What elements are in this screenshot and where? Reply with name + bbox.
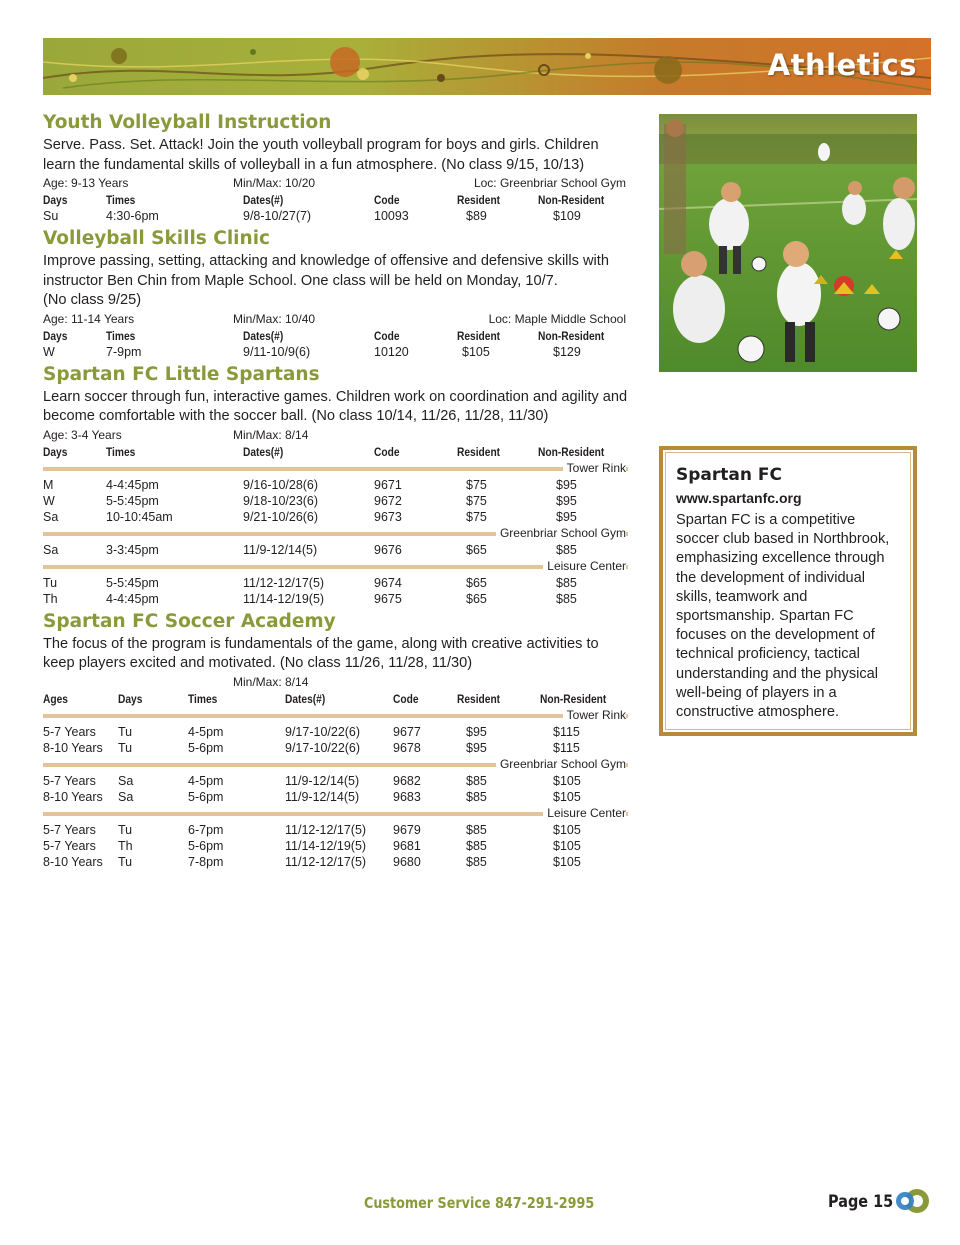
table-row — [43, 575, 628, 591]
cell-dates: 9/17-10/22(6) — [285, 740, 361, 755]
cell-time: 4-5pm — [188, 773, 224, 788]
program-listings — [43, 110, 628, 872]
cell-time: 5-5:45pm — [106, 493, 159, 508]
cell-nonresident: $85 — [556, 542, 577, 557]
cell-code: 9674 — [374, 575, 402, 590]
min-max: Min/Max: 8/14 — [233, 427, 309, 442]
table-row — [43, 822, 628, 838]
cell-resident: $105 — [462, 344, 490, 359]
sidebar-body: Spartan FC is a competitive soccer club based in Northbrook, emphasizing excellence through the development of individual skills, teamwork and sportsmanship. Spartan FC focuses on the development of technical proficiency, tactical understanding and the physical well-being of players in a constructive atmosphere. — [676, 512, 890, 721]
table-row — [43, 838, 628, 854]
customer-service-phone: Customer Service 847-291-2995 — [364, 1194, 595, 1212]
cell-age: 8-10 Years — [43, 789, 103, 804]
location-divider — [43, 460, 628, 477]
cell-nonresident: $105 — [553, 789, 581, 804]
col-days: Days — [43, 328, 68, 343]
cell-resident: $75 — [466, 477, 487, 492]
cell-time: 6-7pm — [188, 822, 224, 837]
cell-code: 9679 — [393, 822, 421, 837]
cell-time: 5-6pm — [188, 838, 224, 853]
cell-code: 10120 — [374, 344, 409, 359]
program-title: Spartan FC Soccer Academy — [43, 610, 336, 632]
program-description: Improve passing, setting, attacking and knowledge of offensive and defensive skills with instructor Ben Chin from Maple School. One class will be held on Monday, 10/7. — [43, 253, 609, 289]
table-header — [43, 328, 628, 344]
col-days: Days — [118, 691, 143, 706]
cell-day: Sa — [118, 773, 134, 788]
col-resident: Resident — [457, 328, 501, 343]
cell-day: M — [43, 477, 54, 492]
col-resident: Resident — [457, 691, 501, 706]
col-code: Code — [393, 691, 419, 706]
col-code: Code — [374, 328, 400, 343]
program-info — [43, 175, 628, 192]
table-row — [43, 344, 628, 360]
table-row — [43, 208, 628, 224]
cell-time: 4-5pm — [188, 724, 224, 739]
location: Loc: Greenbriar School Gym — [473, 176, 626, 190]
cell-resident: $95 — [466, 724, 487, 739]
cell-dates: 9/21-10/26(6) — [243, 509, 319, 524]
location-name: Tower Rink — [563, 707, 626, 724]
cell-resident: $65 — [466, 591, 487, 606]
soccer-kids-photo — [659, 114, 917, 372]
col-dates: Dates(#) — [243, 328, 284, 343]
col-dates: Dates(#) — [243, 193, 284, 207]
col-nonresident: Non-Resident — [540, 691, 607, 706]
program-title: Volleyball Skills Clinic — [43, 228, 270, 249]
page-number: Page 15 — [828, 1192, 894, 1212]
cell-resident: $85 — [466, 822, 487, 837]
cell-nonresident: $105 — [553, 822, 581, 837]
cell-code: 9678 — [393, 740, 421, 755]
cell-age: 5-7 Years — [43, 822, 96, 837]
col-code: Code — [374, 444, 400, 459]
cell-dates: 11/12-12/17(5) — [243, 575, 325, 590]
schedule-table — [43, 460, 628, 607]
col-times: Times — [106, 328, 136, 343]
cell-nonresident: $85 — [556, 575, 577, 590]
cell-day: Tu — [118, 724, 133, 739]
program-title: Spartan FC Little Spartans — [43, 363, 320, 385]
cell-dates: 9/8-10/27(7) — [243, 209, 312, 223]
divider-bar — [43, 812, 628, 816]
cell-resident: $75 — [466, 493, 487, 508]
col-resident: Resident — [457, 444, 501, 459]
page-logo-icon — [893, 1186, 933, 1216]
cell-time: 4-4:45pm — [106, 591, 159, 606]
cell-resident: $85 — [466, 854, 487, 869]
table-header — [43, 192, 628, 208]
cell-code: 9672 — [374, 493, 402, 508]
table-header — [43, 691, 628, 707]
location-name: Leisure Center — [543, 558, 626, 575]
cell-day: Tu — [118, 854, 133, 869]
age-range: Age: 9-13 Years — [43, 176, 129, 190]
table-header — [43, 444, 628, 460]
cell-resident: $85 — [466, 773, 487, 788]
col-nonresident: Non-Resident — [538, 193, 605, 207]
cell-dates: 11/9-12/14(5) — [285, 789, 360, 804]
min-max: Min/Max: 8/14 — [233, 674, 309, 689]
sidebar-website-link[interactable]: www.spartanfc.org — [676, 490, 802, 506]
cell-code: 9676 — [374, 542, 402, 557]
cell-nonresident: $129 — [553, 344, 581, 359]
cell-dates: 9/18-10/23(6) — [243, 493, 319, 508]
col-dates: Dates(#) — [285, 691, 326, 706]
cell-nonresident: $109 — [553, 209, 581, 223]
schedule-table — [43, 707, 628, 870]
cell-code: 10093 — [374, 209, 409, 223]
cell-time: 5-6pm — [188, 740, 224, 755]
cell-resident: $65 — [466, 575, 487, 590]
location-name: Leisure Center — [543, 805, 626, 822]
location-divider — [43, 805, 628, 822]
cell-day: Su — [43, 209, 59, 223]
col-nonresident: Non-Resident — [538, 328, 605, 343]
table-row — [43, 854, 628, 870]
cell-day: Tu — [118, 822, 133, 837]
col-times: Times — [188, 691, 218, 706]
cell-nonresident: $95 — [556, 493, 577, 508]
cell-dates: 11/14-12/19(5) — [285, 838, 367, 853]
table-row — [43, 740, 628, 756]
program-description: Serve. Pass. Set. Attack! Join the youth volleyball program for boys and girls. Children learn the fundamental skills of volleyball in a fun atmosphere. (No class 9/15, 10/13) — [43, 137, 599, 173]
cell-time: 7-8pm — [188, 854, 224, 869]
cell-nonresident: $95 — [556, 509, 577, 524]
program-soccer-academy — [43, 609, 628, 870]
program-title: Youth Volleyball Instruction — [43, 112, 332, 133]
cell-code: 9683 — [393, 789, 421, 804]
cell-dates: 11/9-12/14(5) — [285, 773, 360, 788]
cell-resident: $89 — [466, 209, 487, 223]
table-row — [43, 477, 628, 493]
cell-day: W — [43, 344, 55, 359]
cell-age: 5-7 Years — [43, 838, 96, 853]
cell-resident: $85 — [466, 789, 487, 804]
table-row — [43, 493, 628, 509]
cell-day: Sa — [43, 542, 59, 557]
cell-time: 5-5:45pm — [106, 575, 159, 590]
divider-bar — [43, 714, 628, 718]
program-info — [43, 427, 628, 444]
col-times: Times — [106, 193, 136, 207]
cell-day: Th — [118, 838, 133, 853]
page-section-title: Athletics — [767, 48, 917, 82]
table-row — [43, 509, 628, 525]
cell-nonresident: $105 — [553, 773, 581, 788]
location-divider — [43, 756, 628, 773]
spartan-fc-info-box — [659, 446, 917, 736]
sidebar-title: Spartan FC — [676, 465, 782, 485]
cell-dates: 9/11-10/9(6) — [243, 344, 311, 359]
divider-bar — [43, 467, 628, 471]
cell-day: Tu — [43, 575, 58, 590]
program-note: (No class 9/25) — [43, 292, 142, 308]
cell-resident: $95 — [466, 740, 487, 755]
cell-day: Sa — [118, 789, 134, 804]
cell-dates: 11/9-12/14(5) — [243, 542, 318, 557]
col-days: Days — [43, 444, 68, 459]
age-range: Age: 11-14 Years — [43, 311, 135, 326]
cell-age: 5-7 Years — [43, 773, 96, 788]
location: Loc: Maple Middle School — [488, 311, 626, 326]
table-row — [43, 724, 628, 740]
location-name: Greenbriar School Gym — [496, 756, 626, 773]
cell-code: 9671 — [374, 477, 402, 492]
program-description: Learn soccer through fun, interactive games. Children work on coordination and agility and become comfortable with the soccer ball. (No class 10/14, 11/26, 11/28, 11/30) — [43, 388, 628, 424]
col-resident: Resident — [457, 193, 501, 207]
cell-code: 9673 — [374, 509, 402, 524]
cell-dates: 9/17-10/22(6) — [285, 724, 361, 739]
cell-dates: 11/12-12/17(5) — [285, 854, 367, 869]
cell-code: 9680 — [393, 854, 421, 869]
cell-time: 10-10:45am — [106, 509, 173, 524]
cell-code: 9681 — [393, 838, 421, 853]
col-code: Code — [374, 193, 400, 207]
table-row — [43, 542, 628, 558]
age-range: Age: 3-4 Years — [43, 427, 122, 442]
cell-nonresident: $115 — [553, 740, 580, 755]
min-max: Min/Max: 10/40 — [233, 311, 316, 326]
location-divider — [43, 525, 628, 542]
cell-age: 8-10 Years — [43, 740, 103, 755]
table-row — [43, 591, 628, 607]
col-times: Times — [106, 444, 136, 459]
cell-dates: 9/16-10/28(6) — [243, 477, 319, 492]
cell-time: 7-9pm — [106, 344, 142, 359]
location-name: Greenbriar School Gym — [496, 525, 626, 542]
col-ages: Ages — [43, 691, 68, 706]
divider-bar — [43, 565, 628, 569]
cell-time: 4:30-6pm — [106, 209, 159, 223]
cell-day: Tu — [118, 740, 133, 755]
cell-age: 5-7 Years — [43, 724, 96, 739]
location-divider — [43, 707, 628, 724]
cell-nonresident: $105 — [553, 854, 581, 869]
cell-code: 9675 — [374, 591, 402, 606]
cell-day: W — [43, 493, 55, 508]
table-row — [43, 789, 628, 805]
program-info — [43, 311, 628, 328]
min-max: Min/Max: 10/20 — [233, 176, 316, 190]
cell-nonresident: $115 — [553, 724, 580, 739]
program-volleyball-clinic — [43, 226, 628, 360]
cell-time: 4-4:45pm — [106, 477, 159, 492]
cell-dates: 11/14-12/19(5) — [243, 591, 325, 606]
cell-resident: $75 — [466, 509, 487, 524]
cell-resident: $85 — [466, 838, 487, 853]
cell-code: 9677 — [393, 724, 421, 739]
cell-code: 9682 — [393, 773, 421, 788]
location-divider — [43, 558, 628, 575]
section-banner — [43, 38, 931, 95]
program-little-spartans — [43, 362, 628, 607]
cell-resident: $65 — [466, 542, 487, 557]
program-description: The focus of the program is fundamentals of the game, along with creative activities to keep players excited and motivated. (No class 11/26, 11/28, 11/30) — [43, 635, 599, 671]
table-row — [43, 773, 628, 789]
cell-nonresident: $85 — [556, 591, 577, 606]
cell-time: 5-6pm — [188, 789, 224, 804]
col-dates: Dates(#) — [243, 444, 284, 459]
col-nonresident: Non-Resident — [538, 444, 605, 459]
cell-day: Th — [43, 591, 58, 606]
cell-day: Sa — [43, 509, 59, 524]
cell-nonresident: $95 — [556, 477, 577, 492]
location-name: Tower Rink — [563, 460, 626, 477]
col-days: Days — [43, 193, 68, 207]
cell-time: 3-3:45pm — [106, 542, 159, 557]
cell-nonresident: $105 — [553, 838, 581, 853]
program-info — [43, 674, 628, 691]
program-youth-volleyball — [43, 110, 628, 224]
cell-dates: 11/12-12/17(5) — [285, 822, 367, 837]
cell-age: 8-10 Years — [43, 854, 103, 869]
